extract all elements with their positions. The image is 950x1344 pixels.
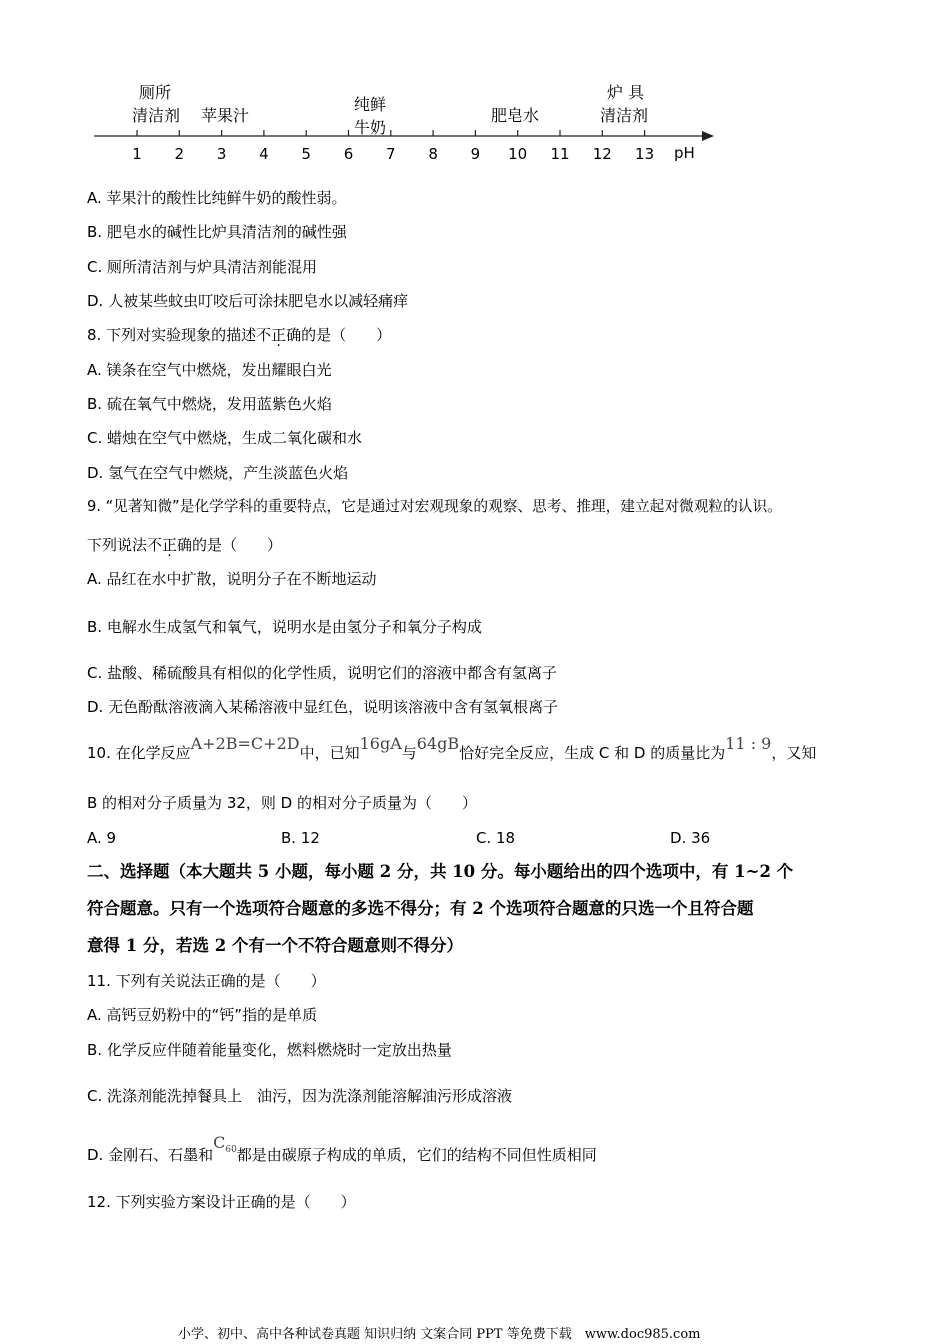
section2-heading-line3: 意得 1 分，若选 2 个有一个不符合题意则不得分） <box>87 936 463 955</box>
q9-stem-pre: 下列说法 <box>87 536 148 554</box>
ph-tick-label: 11 <box>550 145 570 163</box>
q10-text-1: 10. 在化学反应 <box>87 744 191 762</box>
q8-stem-post: 的是（ ） <box>301 326 392 344</box>
ph-axis-arrow <box>702 131 714 141</box>
q11-option-a: A. 高钙豆奶粉中的“钙”指的是单质 <box>87 1006 318 1024</box>
q8-option-c: C. 蜡烛在空气中燃烧，生成二氧化碳和水 <box>87 429 363 447</box>
ph-tick-label: 4 <box>259 145 269 163</box>
q9-stem-line1: 9. “见著知微”是化学学科的重要特点，它是通过对宏观现象的观察、思考、推理，建立起对微观粒的认识。 <box>87 498 782 515</box>
q9-option-d: D. 无色酚酞溶液滴入某稀溶液中显红色，说明该溶液中含有氢氧根离子 <box>87 698 559 716</box>
page-footer: 小学、初中、高中各种试卷真题 知识归纳 文案合同 PPT 等免费下载 www.doc985.com <box>178 1327 701 1342</box>
ph-tick-label: 12 <box>592 145 612 163</box>
ph-tick-label: 13 <box>635 145 655 163</box>
q7-option-b: B. 肥皂水的碱性比炉具清洁剂的碱性强 <box>87 223 347 241</box>
q10-stem-line2: B 的相对分子质量为 32，则 D 的相对分子质量为（ ） <box>87 794 478 812</box>
q9-stem-post: 的是（ ） <box>192 536 283 554</box>
q7-option-a: A. 苹果汁的酸性比纯鲜牛奶的酸性弱。 <box>87 189 347 207</box>
section2-heading-line1: 二、选择题（本大题共 5 小题，每小题 2 分，共 10 分。每小题给出的四个选项中，有 1~2 个 <box>87 862 794 881</box>
ph-scale-figure <box>0 0 950 170</box>
q11-formula-sub: 60 <box>225 1145 237 1156</box>
q9-option-c: C. 盐酸、稀硫酸具有相似的化学性质，说明它们的溶液中都含有氢离子 <box>87 664 558 682</box>
q7-option-d: D. 人被某些蚊虫叮咬后可涂抹肥皂水以减轻痛痒 <box>87 292 409 310</box>
q12-stem: 12. 下列实验方案设计正确的是（ ） <box>87 1193 356 1211</box>
q11-option-d <box>87 1133 597 1172</box>
q10-ratio: 11 : 9 <box>725 734 772 753</box>
q11-option-b: B. 化学反应伴随着能量变化，燃料燃烧时一定放出热量 <box>87 1041 452 1059</box>
q11-option-c: C. 洗涤剂能洗掉餐具上 油污，因为洗涤剂能溶解油污形成溶液 <box>87 1087 513 1105</box>
label-toilet-cleaner-line2: 清洁剂 <box>132 106 181 125</box>
q8-option-d: D. 氢气在空气中燃烧，产生淡蓝色火焰 <box>87 464 349 482</box>
ph-tick-label: 2 <box>174 145 185 163</box>
q11-formula-c: C <box>213 1133 226 1152</box>
ph-tick-label: 3 <box>216 145 227 163</box>
q8-option-a: A. 镁条在空气中燃烧，发出耀眼白光 <box>87 361 332 379</box>
q10-stem-line1 <box>87 734 817 763</box>
q10-option-d: D. 36 <box>670 829 711 847</box>
label-apple-juice: 苹果汁 <box>201 106 250 125</box>
ph-tick-label: 8 <box>428 145 438 163</box>
section2-heading-line2: 符合题意。只有一个选项符合题意的多选不得分；有 2 个选项符合题意的只选一个且符合题 <box>87 899 754 918</box>
q9-option-b: B. 电解水生成氢气和氧气，说明水是由氢分子和氧分子构成 <box>87 618 482 636</box>
label-milk-line1: 纯鲜 <box>354 95 387 114</box>
q10-option-c: C. 18 <box>476 829 516 847</box>
q10-text-5: ，又知 <box>771 744 817 762</box>
q10-option-a: A. 9 <box>87 829 117 847</box>
ph-axis-label: pH <box>674 144 695 162</box>
q8-stem <box>87 325 391 345</box>
q10-text-2: 中，已知 <box>299 744 360 762</box>
ph-tick-label: 6 <box>343 145 354 163</box>
q8-option-b: B. 硫在氧气中燃烧，发用蓝紫色火焰 <box>87 395 332 413</box>
q11-option-d-post: 都是由碳原子构成的单质，它们的结构不同但性质相同 <box>236 1146 597 1164</box>
label-soap-water: 肥皂水 <box>491 106 540 125</box>
ph-tick-label: 5 <box>301 145 311 163</box>
q10-mass-a: 16gA <box>359 734 402 753</box>
q9-stem-emphasis: 不正确 <box>147 536 193 554</box>
q8-stem-emphasis: 不正确 <box>256 326 302 344</box>
q11-option-d-pre: D. 金刚石、石墨和 <box>87 1146 214 1164</box>
q10-text-4: 恰好完全反应，生成 C 和 D 的质量比为 <box>459 744 726 762</box>
label-milk-line2: 牛奶 <box>354 118 387 137</box>
ph-tick-label: 7 <box>386 145 396 163</box>
q10-option-b: B. 12 <box>281 829 320 847</box>
ph-tick-label: 9 <box>470 145 481 163</box>
q11-stem: 11. 下列有关说法正确的是（ ） <box>87 972 326 990</box>
label-stove-cleaner-line1: 炉 具 <box>607 83 645 102</box>
ph-tick-label: 10 <box>508 145 528 163</box>
q9-option-a: A. 品红在水中扩散，说明分子在不断地运动 <box>87 570 377 588</box>
label-stove-cleaner-line2: 清洁剂 <box>600 106 649 125</box>
q10-text-3: 与 <box>401 744 417 762</box>
q10-equation: A+2B=C+2D <box>190 734 300 753</box>
q11-formula-c60 <box>213 1133 237 1156</box>
label-toilet-cleaner-line1: 厕所 <box>139 83 172 102</box>
q9-stem-line2 <box>87 535 282 555</box>
q10-mass-b: 64gB <box>416 734 460 753</box>
q7-option-c: C. 厕所清洁剂与炉具清洁剂能混用 <box>87 258 318 276</box>
q8-stem-pre: 8. 下列对实验现象的描述 <box>87 326 257 344</box>
ph-tick-label: 1 <box>132 145 142 163</box>
